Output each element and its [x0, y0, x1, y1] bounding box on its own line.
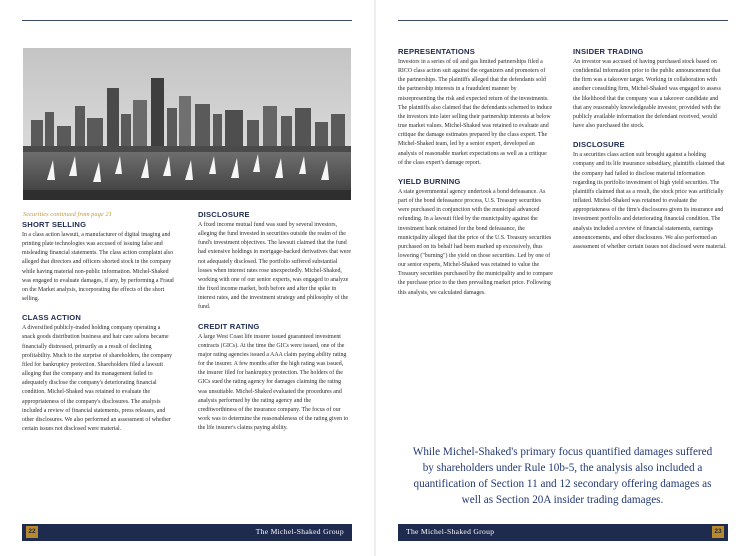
- representations-body: Investors in a series of oil and gas limited partnerships filed a RICO class action suit against the organizers and promoters of the partnerships. The plaintiffs alleged that the defendants sold the partnership interests in a fraudulent manner by misrepresenting the risk and expected return of the investments. The plaintiffs also claimed that the defendants schemed to induce the investors into later selling their partnership interests at below true market values. Michel-Shaked was retained to evaluate and critique the damage estimates prepared by the class expert. The Michel-Shaked team, led by a senior expert, developed an analysis of reasonable market expectations as well as a critique of the class expert's damage report.: [398, 59, 553, 166]
- credit-rating-body: A large West Coast life insurer issued guaranteed investment contracts (GICs). At the time the GICs were issued, one of the major rating agencies issued a AAA claim paying ability rating for the insurer. A few months after the high rating was issued, the insurer filed for bankruptcy protection. The holders of the GICs sued the rating agency for damages claiming the rating was unsuitable. Michel-Shaked evaluated the procedures and analysis performed by the rating agency and the creditworthiness of the insurance company. The focus of our work was to determine the reasonableness of the rating given to the life insurer's claims paying ability.: [198, 333, 349, 432]
- column-4: [573, 47, 728, 261]
- credit-rating-heading: CREDIT RATING: [198, 321, 260, 331]
- disclosure-body-2: In a securities class action suit brought against a holding company and its life insurance subsidiary, plaintiffs claimed that the company had failed to disclose material information regarding its portfolio investment of high yield securities. The plaintiffs claimed that as a result, the stock price was artificially inflated. Michel-Shaked was retained to evaluate the appropriateness of the firm's disclosures given its insurance and investment portfolio and deteriorating financial condition. The analysis included a review of financial statements, earnings announcements, and other disclosures. We also performed an assessment of whether certain issues not disclosed were material.: [573, 152, 727, 250]
- representations-heading: REPRESENTATIONS: [398, 47, 475, 56]
- insider-trading-heading: INSIDER TRADING: [573, 47, 644, 56]
- brand-name-right: The Michel-Shaked Group: [406, 527, 495, 536]
- page-number-left: 22: [26, 526, 38, 538]
- insider-trading-body: An investor was accused of having purchased stock based on confidential information prior to the public announcement that the firm was a takeover target. Working in collaboration with another consulting firm, Michel-Shaked was engaged to assess the likelihood that the company was a takeover candidate and that any reasonably knowledgeable investor, provided with the publicly available information the defendant received, would have also purchased the stock.: [573, 59, 721, 130]
- disclosure-heading: DISCLOSURE: [198, 210, 250, 219]
- page-gutter: [374, 0, 376, 556]
- top-rule-right: [398, 20, 728, 21]
- short-selling-body: In a class action lawsuit, a manufacturer of digital imaging and printing plate technologies was accused of issuing false and misleading financial statements. The class action complaint also alleged that directors and officers shorted stock in the company while having material non-public information. Michel-Shaked was engaged to evaluate damages, if any, by performing a Fraud on the Market analysis, incorporating the effects of the short selling.: [22, 232, 174, 303]
- column-2: [198, 210, 351, 442]
- column-3: [398, 47, 553, 307]
- city-skyline-photo: [23, 48, 351, 200]
- footer-left: [22, 524, 352, 541]
- disclosure-heading-2: DISCLOSURE: [573, 140, 625, 150]
- column-1: [22, 220, 174, 443]
- page-number-right: 23: [712, 526, 724, 538]
- class-action-body: A diversified publicly-traded holding company operating a snack goods distribution business and hair care salons became financially distressed, primarily as a result of declining profitability. Much to the surprise of shareholders, the company filed for bankruptcy protection. Shareholders filed a lawsuit alleging that the company and its management failed to adequately disclose the company's deteriorating financial condition. Michel-Shaked was retained to evaluate the appropriateness of the company's disclosures. The analysis included a review of financial statements, press releases, and other disclosures. We also performed an assessment of whether certain issues not disclosed were material.: [22, 325, 173, 432]
- footer-right: [398, 524, 728, 541]
- brand-name-left: The Michel-Shaked Group: [255, 527, 344, 536]
- yield-burning-heading: YIELD BURNING: [398, 176, 461, 186]
- yield-burning-body: A state governmental agency undertook a bond defeasance. As part of the bond defeasance process, U.S. Treasury securities were purchased in conjunction with the municipal advanced refunding. In a lawsuit filed by the municipality against the investment bank retained for the bond defeasance, the municipality alleged that the price of the U.S. Treasury securities purchased on its behalf had been marked up excessively, thus lowering ("burning") the yield on those securities. Led by one of our senior experts, Michel-Shaked was retained to value the Treasury securities purchased by the municipality and to compare the purchase price to the then prevailing market price. Following this analysis, we calculated damages.: [398, 188, 553, 296]
- class-action-heading: CLASS ACTION: [22, 313, 82, 323]
- top-rule-left: [22, 20, 352, 21]
- continued-caption: Securities continued from page 21: [23, 211, 112, 218]
- short-selling-heading: SHORT SELLING: [22, 220, 87, 229]
- disclosure-body: A fixed income mutual fund was sued by several investors, alleging the fund invested in securities outside the realm of the fund's investment objectives. The lawsuit claimed that the fund had extensive holdings in mortgage-backed derivatives that were not adequately disclosed. The portfolio suffered substantial losses when interest rates rose unexpectedly. Michel-Shaked, working with one of our senior experts, was engaged to analyze the fixed income market, both before and after the spike in interest rates, and the investment strategy and philosophy of the fund.: [198, 222, 351, 311]
- pull-quote: While Michel-Shaked's primary focus quantified damages suffered by shareholders under Rule 10b-5, the analysis also included a quantification of Section 11 and 12 secondary offering damages as well as Section 20A insider trading damages.: [412, 446, 713, 506]
